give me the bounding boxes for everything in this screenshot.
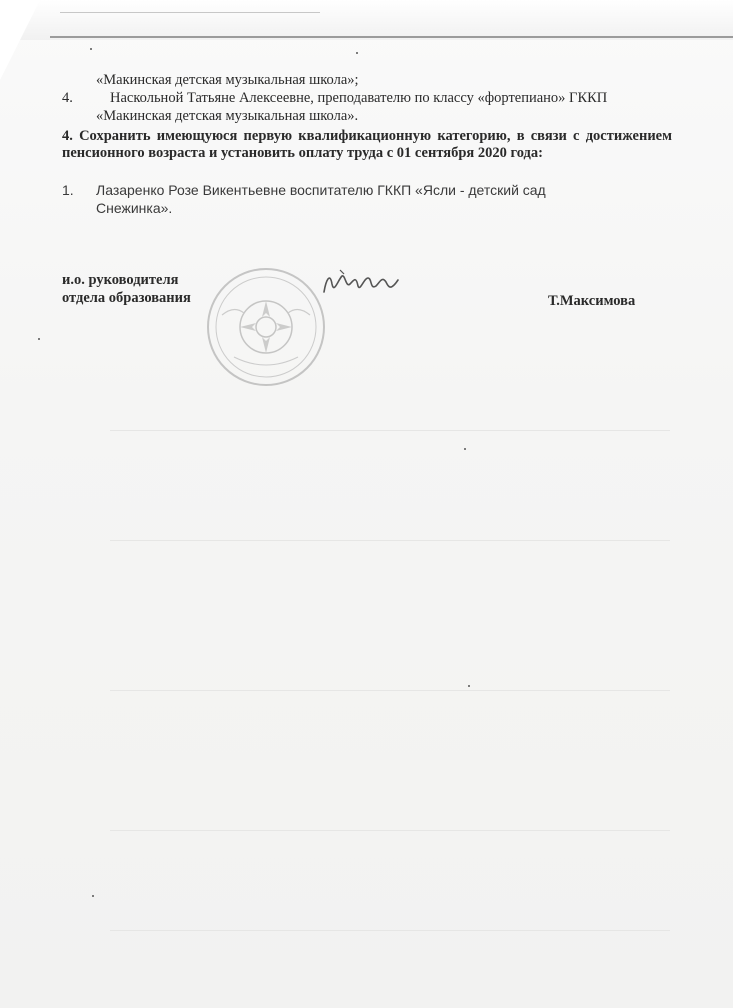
official-seal-icon (204, 265, 328, 389)
top-rule (50, 36, 733, 38)
item-4-number: 4. (62, 90, 73, 106)
scan-artifact (110, 430, 670, 431)
scan-speck (92, 895, 94, 897)
scan-speck (90, 48, 92, 50)
scan-artifact (110, 690, 670, 691)
scan-speck (468, 685, 470, 687)
school-line-2: «Макинская детская музыкальная школа». (96, 108, 359, 124)
scan-artifact (110, 830, 670, 831)
school-line-1: «Макинская детская музыкальная школа»; (96, 72, 359, 88)
signatory-position-line-1: и.о. руководителя (62, 272, 179, 288)
list-item-1-text: Лазаренко Розе Викентьевне воспитателю ГККП «Ясли - детский сад (96, 182, 546, 198)
section-4-heading: 4. Сохранить имеющуюся первую квалификационную категорию, в связи с достижением пенсионного возраста и установить оплату труда с 01 сентября 2020 года: (62, 128, 672, 161)
signatory-position-line-2: отдела образования (62, 290, 191, 306)
scan-artifact (110, 930, 670, 931)
item-4-text: Наскольной Татьяне Алексеевне, преподавателю по классу «фортепиано» ГККП (110, 90, 608, 106)
scan-artifact (110, 540, 670, 541)
list-item-1-text-cont: Снежинка». (96, 200, 173, 216)
top-rule-faint (60, 12, 320, 13)
handwritten-signature (318, 262, 408, 302)
scan-speck (356, 52, 358, 54)
scan-top-edge (0, 0, 733, 40)
scan-speck (464, 448, 466, 450)
signatory-name: Т.Максимова (548, 293, 636, 309)
list-item-1-number: 1. (62, 182, 74, 198)
folded-corner (0, 0, 40, 80)
scan-speck (38, 338, 40, 340)
